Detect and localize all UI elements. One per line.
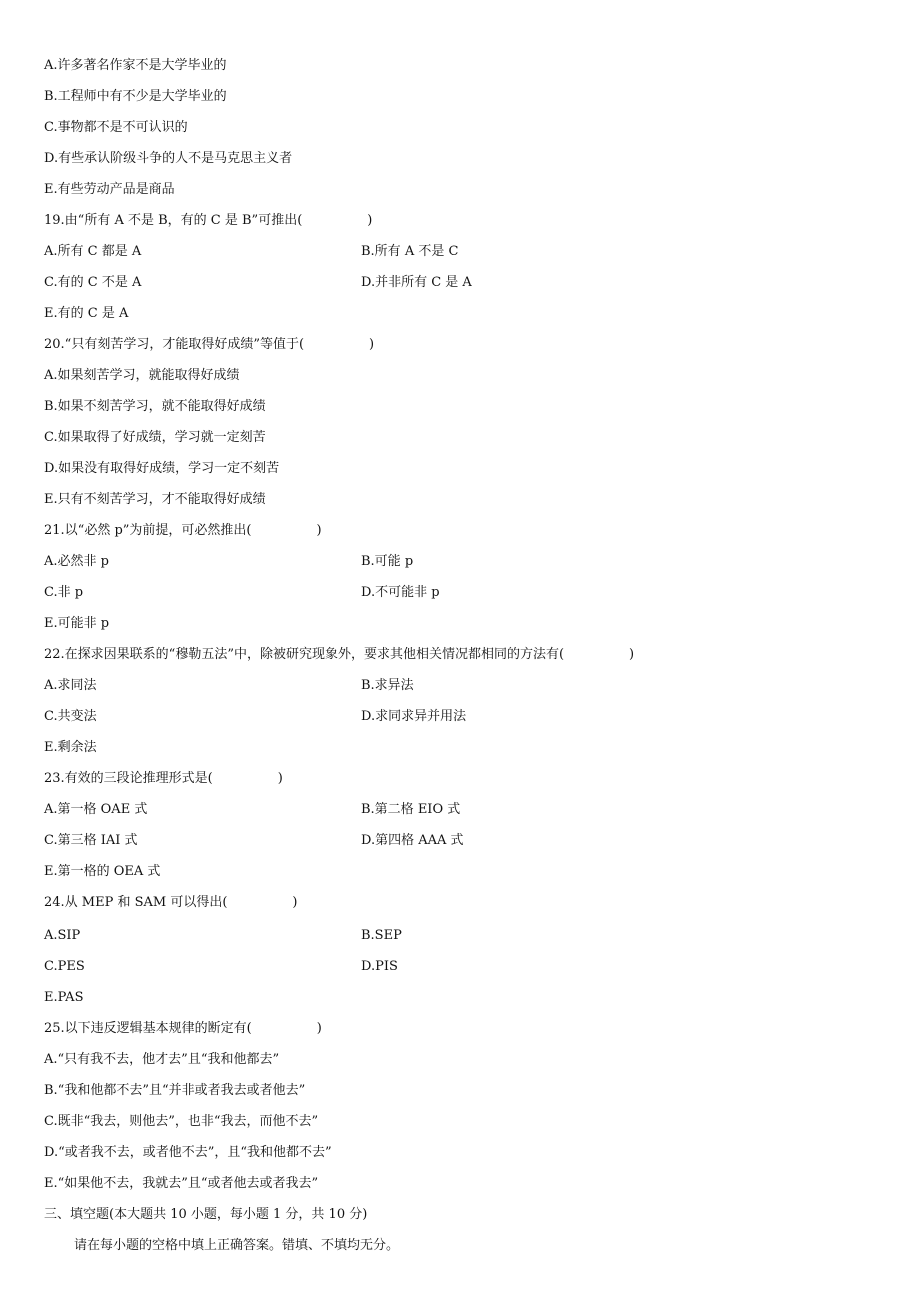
- q20-option-e: E.只有不刻苦学习，才不能取得好成绩: [44, 492, 266, 507]
- q25-option-d: D.“或者我不去，或者他不去”，且“我和他都不去”: [44, 1145, 332, 1160]
- q25-option-a: A.“只有我不去，他才去”且“我和他都去”: [44, 1052, 280, 1067]
- q24-options-row-1: [44, 925, 874, 956]
- q24-options-row-2: [44, 956, 874, 987]
- q24-option-a: A.SIP: [44, 928, 81, 943]
- q23-stem: 23.有效的三段论推理形式是( ): [44, 771, 283, 786]
- q24-option-e: E.PAS: [44, 990, 84, 1005]
- q21-options-row-2: [44, 582, 874, 613]
- q20-option-d: D.如果没有取得好成绩，学习一定不刻苦: [44, 461, 280, 476]
- q23-option-a: A.第一格 OAE 式: [44, 802, 148, 817]
- q25-option-b: B.“我和他都不去”且“并非或者我去或者他去”: [44, 1083, 306, 1098]
- q18-option-c: C.事物都不是不可认识的: [44, 120, 188, 135]
- q24-stem: 24.从 MEP 和 SAM 可以得出( ): [44, 895, 298, 910]
- q19-option-b: B.所有 A 不是 C: [361, 244, 459, 259]
- q18-option-a: A.许多著名作家不是大学毕业的: [44, 58, 227, 73]
- q22-option-a: A.求同法: [44, 678, 97, 693]
- q21-option-a: A.必然非 p: [44, 554, 109, 569]
- q18-option-b: B.工程师中有不少是大学毕业的: [44, 89, 227, 104]
- q20-option-b: B.如果不刻苦学习，就不能取得好成绩: [44, 399, 266, 414]
- q22-option-b: B.求异法: [361, 678, 414, 693]
- q21-option-b: B.可能 p: [361, 554, 414, 569]
- q23-options-row-1: [44, 799, 874, 830]
- q23-option-e: E.第一格的 OEA 式: [44, 864, 161, 879]
- q19-option-a: A.所有 C 都是 A: [44, 244, 142, 259]
- q24-option-b: B.SEP: [361, 928, 402, 943]
- q19-option-e: E.有的 C 是 A: [44, 306, 129, 321]
- section-3-instruction: 请在每小题的空格中填上正确答案。错填、不填均无分。: [74, 1238, 400, 1253]
- exam-page: [44, 55, 874, 1266]
- q21-options-row-1: [44, 551, 874, 582]
- q24-option-c: C.PES: [44, 959, 85, 974]
- q19-option-d: D.并非所有 C 是 A: [361, 275, 472, 290]
- q25-option-c: C.既非“我去，则他去”，也非“我去，而他不去”: [44, 1114, 319, 1129]
- q20-option-c: C.如果取得了好成绩，学习就一定刻苦: [44, 430, 266, 445]
- q21-option-e: E.可能非 p: [44, 616, 110, 631]
- q25-option-e: E.“如果他不去，我就去”且“或者他去或者我去”: [44, 1176, 319, 1191]
- q19-options-row-2: [44, 272, 874, 303]
- q18-option-d: D.有些承认阶级斗争的人不是马克思主义者: [44, 151, 293, 166]
- q22-options-row-2: [44, 706, 874, 737]
- q21-option-c: C.非 p: [44, 585, 84, 600]
- q23-option-b: B.第二格 EIO 式: [361, 802, 461, 817]
- q23-option-c: C.第三格 IAI 式: [44, 833, 138, 848]
- section-3-heading: 三、填空题(本大题共 10 小题，每小题 1 分，共 10 分): [44, 1207, 368, 1222]
- q21-stem: 21.以“必然 p”为前提，可必然推出( ): [44, 523, 322, 538]
- q25-stem: 25.以下违反逻辑基本规律的断定有( ): [44, 1021, 322, 1036]
- q22-option-d: D.求同求异并用法: [361, 709, 467, 724]
- q23-option-d: D.第四格 AAA 式: [361, 833, 464, 848]
- q20-option-a: A.如果刻苦学习，就能取得好成绩: [44, 368, 240, 383]
- q19-option-c: C.有的 C 不是 A: [44, 275, 142, 290]
- q18-option-e: E.有些劳动产品是商品: [44, 182, 175, 197]
- q19-options-row-1: [44, 241, 874, 272]
- q21-option-d: D.不可能非 p: [361, 585, 440, 600]
- q23-options-row-2: [44, 830, 874, 861]
- q22-option-e: E.剩余法: [44, 740, 97, 755]
- q19-stem: 19.由“所有 A 不是 B，有的 C 是 B”可推出( ): [44, 213, 373, 228]
- q22-options-row-1: [44, 675, 874, 706]
- q22-option-c: C.共变法: [44, 709, 97, 724]
- q20-stem: 20.“只有刻苦学习，才能取得好成绩”等值于( ): [44, 337, 375, 352]
- q24-option-d: D.PIS: [361, 959, 398, 974]
- q22-stem: 22.在探求因果联系的“穆勒五法”中，除被研究现象外，要求其他相关情况都相同的方法有( ): [44, 647, 635, 662]
